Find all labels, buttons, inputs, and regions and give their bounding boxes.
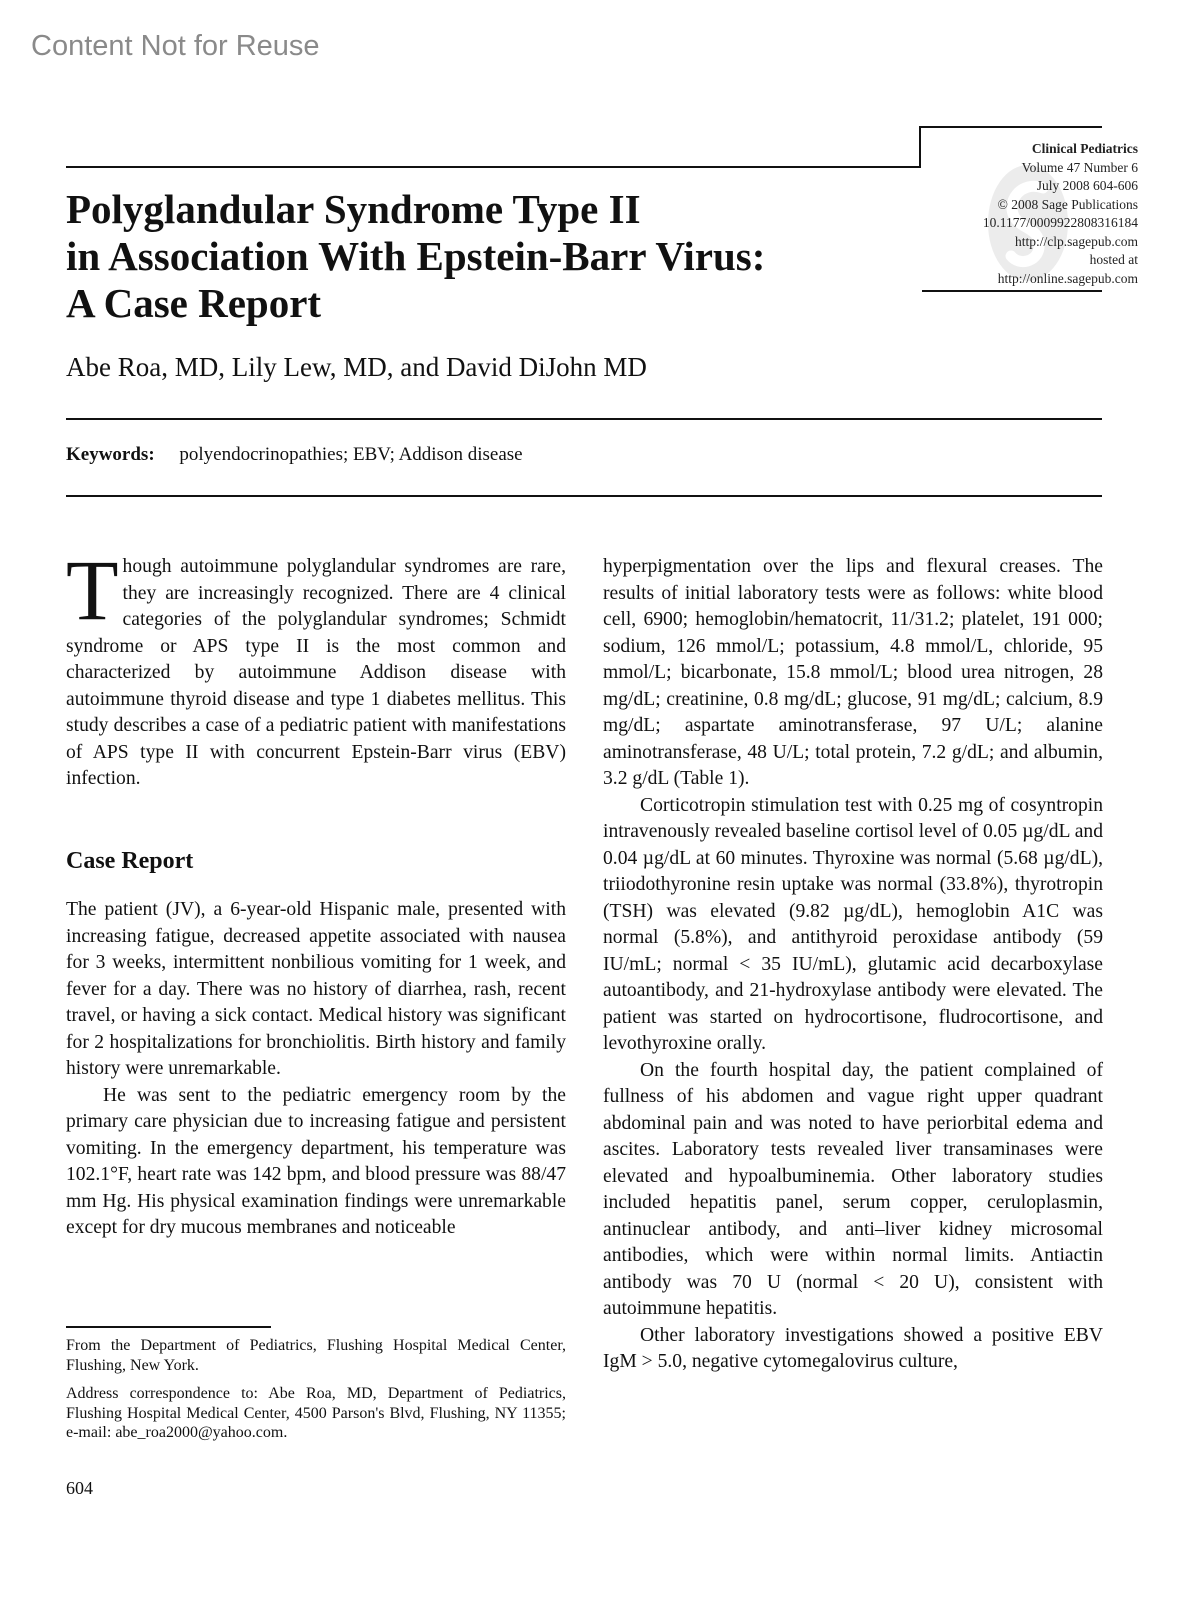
author-list: Abe Roa, MD, Lily Lew, MD, and David DiJohn MD — [66, 352, 647, 382]
authors-bottom-rule — [66, 418, 1102, 420]
drop-cap: T — [66, 542, 119, 638]
content-watermark: Content Not for Reuse — [31, 30, 320, 62]
body-paragraph: Other laboratory investigations showed a positive EBV IgM > 5.0, negative cytomegalovirus culture, — [603, 1324, 1103, 1372]
abstract-paragraph — [66, 542, 566, 793]
info-box-divider — [919, 126, 921, 168]
footnote-correspondence-text: Address correspondence to: Abe Roa, MD, Department of Pediatrics, Flushing Hospital Medical Center, 4500 Parson's Blvd, Flushing, NY 11355; e-mail: abe_roa2000@yahoo.com. — [66, 1385, 566, 1441]
keywords-line — [66, 444, 523, 466]
body-paragraph: On the fourth hospital day, the patient complained of fullness of his abdomen and vague right upper quadrant abdominal pain and was noted to have periorbital edema and ascites. Laboratory tests revealed liver transaminases were elevated and hypoalbuminemia. Other laboratory studies included hepatitis panel, serum copper, ceruloplasmin, antinuclear antibody, and anti–liver kidney microsomal antibodies, which were within normal limits. Antiactin antibody was 70 U (normal < 20 U), consistent with autoimmune hepatitis. — [603, 1059, 1103, 1319]
article-title — [66, 186, 906, 327]
journal-info-block — [923, 140, 1138, 288]
body-paragraph: The patient (JV), a 6-year-old Hispanic male, presented with increasing fatigue, decreased appetite associated with nausea for 3 weeks, intermittent nonbilious vomiting for 1 week, and fever for a day. There was no history of diarrhea, rash, recent travel, or having a sick contact. Medical history was significant for 2 hospitalizations for bronchiolitis. Birth history and family history were unremarkable. — [66, 899, 566, 1079]
journal-url[interactable]: http://clp.sagepub.com — [1015, 233, 1138, 249]
case-report-body — [66, 897, 566, 1242]
title-top-rule — [66, 166, 921, 168]
keywords-label: Keywords: — [66, 444, 155, 465]
footnote-correspondence — [66, 1384, 566, 1443]
body-paragraph: Corticotropin stimulation test with 0.25 mg of cosyntropin intravenously revealed baseline cortisol level of 0.05 µg/dL and 0.04 µg/dL at 60 minutes. Thyroxine was normal (5.68 µg/dL), triiodothyronine resin uptake was normal (33.8%), thyrotropin (TSH) was elevated (9.82 µg/dL), hemoglobin A1C was normal (5.8%), and antithyroid peroxidase antibody (59 IU/mL; normal < 35 IU/mL), glutamic acid decarboxylase autoantibody, and 21-hydroxylase antibody were elevated. The patient was started on hydrocortisone, fludrocortisone, and levothyroxine orally. — [603, 794, 1103, 1054]
section-heading-case-report: Case Report — [66, 848, 194, 874]
journal-doi: 10.1177/0009922808316184 — [982, 215, 1138, 230]
title-line: in Association With Epstein-Barr Virus: — [66, 233, 766, 279]
page-number: 604 — [66, 1478, 93, 1498]
journal-name: Clinical Pediatrics — [1031, 141, 1138, 156]
abstract-text: hough autoimmune polyglandular syndromes are rare, they are increasingly recognized. There are 4 clinical categories of the polyglandular syndromes; Schmidt syndrome or APS type II is the most common and characterized by autoimmune Addison disease with autoimmune thyroid disease and type 1 diabetes mellitus. This study describes a case of a pediatric patient with manifestations of APS type II with concurrent Epstein-Barr virus (EBV) infection. — [66, 556, 566, 789]
info-box-bottom-rule — [922, 290, 1102, 292]
keywords-text: polyendocrinopathies; EBV; Addison disease — [179, 444, 523, 465]
footnote-affiliation — [66, 1336, 566, 1375]
keywords-bottom-rule — [66, 495, 1102, 497]
journal-date-pages: July 2008 604-606 — [1036, 178, 1138, 193]
footnote-affiliation-text: From the Department of Pediatrics, Flushing Hospital Medical Center, Flushing, New York. — [66, 1337, 566, 1374]
journal-online-url[interactable]: http://online.sagepub.com — [997, 270, 1138, 286]
right-column-body — [603, 554, 1103, 1376]
abstract-block — [66, 542, 566, 793]
info-box-top-rule — [919, 126, 1102, 128]
body-paragraph: He was sent to the pediatric emergency room by the primary care physician due to increasing fatigue and persistent vomiting. In the emergency department, his temperature was 102.1°F, heart rate was 142 bpm, and blood pressure was 88/47 mm Hg. His physical examination findings were unremarkable except for dry mucous membranes and noticeable — [66, 1084, 566, 1238]
footnote-rule — [66, 1326, 271, 1328]
journal-volume: Volume 47 Number 6 — [1021, 159, 1138, 175]
title-line: Polyglandular Syndrome Type II — [66, 186, 641, 232]
journal-copyright: © 2008 Sage Publications — [997, 196, 1138, 212]
journal-hosted-at: hosted at — [1089, 252, 1138, 267]
body-paragraph: hyperpigmentation over the lips and flexural creases. The results of initial laboratory tests were as follows: white blood cell, 6900; hemoglobin/hematocrit, 11/31.2; platelet, 191 000; sodium, 126 mmol/L; potassium, 4.8 mmol/L, chloride, 95 mmol/L; bicarbonate, 15.8 mmol/L; blood urea nitrogen, 28 mg/dL; creatinine, 0.8 mg/dL; glucose, 91 mg/dL; calcium, 8.9 mg/dL; aspartate aminotransferase, 97 U/L; alanine aminotransferase, 48 U/L; total protein, 7.2 g/dL; and albumin, 3.2 g/dL (Table 1). — [603, 556, 1103, 789]
title-line: A Case Report — [66, 280, 322, 326]
